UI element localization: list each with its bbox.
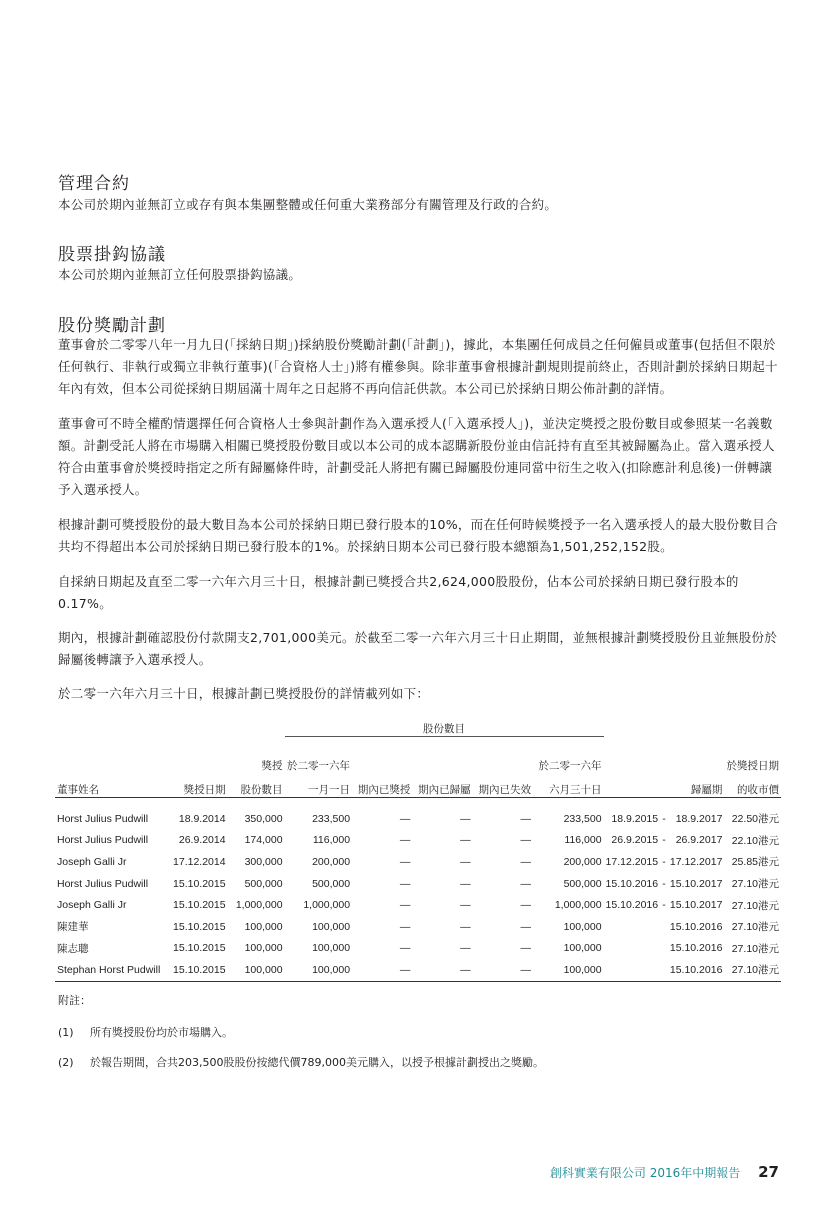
cell-closing-price: 27.10港元: [731, 942, 779, 955]
cell-closing-price: 27.10港元: [731, 921, 779, 934]
cell-closing-price: 27.10港元: [724, 959, 781, 981]
cell-jun: 100,000: [533, 959, 604, 981]
cell-granted: 500,000: [244, 877, 283, 890]
cell-granted-period: —: [399, 942, 411, 955]
cell-jan: 100,000: [312, 942, 351, 955]
paragraph-selected-grantees: 董事會可不時全權酌情選擇任何合資格人士參與計劃作為入選承授人(「入選承授人」)，並決定獎授之股份數目或參照某一名義數額。計劃受託人將在市場購入相關已獎授股份數目或以本公司的成本認購新股份並由信託持有直至其被歸屬為止。當入選承授人符合由董事會於獎授時指定之所有歸屬條件時，計劃受託人將把有關已歸屬股份連同當中衍生之收入(扣除應計利息後)一併轉讓予入選承授人。: [58, 416, 775, 497]
paragraph-table-intro: 於二零一六年六月三十日，根據計劃已獎授股份的詳情載列如下：: [58, 686, 430, 701]
table-row: [55, 873, 781, 895]
cell-vesting-to: 15.10.2016: [669, 942, 723, 955]
cell-granted: 300,000: [244, 855, 283, 868]
cell-grant-date: 26.9.2014: [178, 834, 226, 847]
cell-granted-period: —: [399, 834, 411, 847]
cell-lapsed-period: —: [520, 942, 531, 955]
cell-vesting-sep: -: [662, 855, 666, 868]
header-jan-line2: 一月一日: [285, 773, 353, 798]
footer-company: 創科實業有限公司: [549, 1166, 646, 1180]
cell-jan: 1,000,000: [303, 899, 351, 912]
cell-vesting-from: [604, 916, 661, 938]
table-group-header-row: [55, 718, 781, 737]
cell-vesting-to: 26.9.2017: [675, 834, 723, 847]
header-vested-period: 期內已歸屬: [412, 773, 472, 798]
cell-jun: 116,000: [564, 834, 602, 847]
cell-vesting-to: 15.10.2017: [669, 899, 723, 912]
cell-jan: 116,000: [312, 834, 351, 847]
cell-granted: 174,000: [244, 834, 283, 847]
cell-vested-period: —: [412, 959, 472, 981]
cell-granted-period: —: [399, 899, 411, 912]
page-footer: [550, 1163, 779, 1181]
cell-vesting-from: 18.9.2015: [611, 812, 659, 825]
section-title-equity-linked: 股票掛鈎協議: [58, 245, 166, 265]
section-title-share-award-scheme: 股份獎勵計劃: [58, 316, 166, 336]
cell-closing-price: 27.10港元: [731, 878, 779, 891]
cell-lapsed-period: —: [520, 855, 531, 868]
cell-jan: 200,000: [312, 855, 351, 868]
cell-vesting-sep: -: [662, 834, 666, 847]
header-vesting-period: 歸屬期: [604, 773, 725, 798]
header-jun-line1: 於二零一六年: [538, 760, 602, 772]
cell-lapsed-period: —: [520, 834, 531, 847]
page-number: 27: [758, 1163, 779, 1181]
paragraph-equity-linked: 本公司於期內並無訂立任何股票掛鈎協議。: [58, 267, 302, 282]
cell-vested-period: —: [460, 877, 471, 890]
table-row: [55, 959, 781, 981]
cell-jun: 233,500: [563, 812, 602, 825]
cell-vested-period: —: [460, 834, 471, 847]
cell-vesting-from: 26.9.2015: [611, 834, 659, 847]
header-grant-date: 獎授日期: [170, 773, 227, 798]
table-row: [55, 916, 781, 938]
cell-jan: 233,500: [312, 812, 351, 825]
cell-jun: 200,000: [563, 855, 602, 868]
cell-jan: 500,000: [312, 877, 351, 890]
cell-director: Horst Julius Pudwill: [57, 877, 149, 890]
cell-closing-price: 22.10港元: [731, 834, 779, 847]
cell-lapsed-period: —: [473, 959, 533, 981]
note-text: 所有獎授股份均於市場購入。: [90, 1026, 233, 1039]
cell-granted-period: —: [399, 855, 411, 868]
cell-lapsed-period: —: [520, 877, 531, 890]
table-row: [55, 894, 781, 916]
cell-jan: 100,000: [312, 920, 351, 933]
cell-director: Joseph Galli Jr: [57, 855, 127, 868]
cell-director: Horst Julius Pudwill: [57, 834, 149, 847]
header-granted-line1: 獎授: [261, 760, 283, 772]
cell-closing-price: 27.10港元: [731, 899, 779, 912]
cell-director: Horst Julius Pudwill: [57, 812, 149, 825]
note-text: 於報告期間，合共203,500股股份按總代價789,000美元購入，以授予根據計劃授出之獎勵。: [90, 1056, 544, 1069]
cell-director: 陳志聰: [57, 942, 89, 955]
cell-grant-date: 18.9.2014: [178, 812, 226, 825]
cell-vesting-from: [604, 938, 661, 960]
cell-vesting-sep: [660, 959, 668, 981]
header-granted-period: 期內已獎授: [352, 773, 412, 798]
cell-granted: 1,000,000: [235, 899, 283, 912]
header-jan-line1: 於二零一六年: [287, 760, 351, 772]
cell-vesting-sep: -: [662, 899, 666, 912]
cell-grant-date: 15.10.2015: [173, 877, 226, 890]
cell-granted: 350,000: [244, 812, 283, 825]
cell-grant-date: 15.10.2015: [170, 959, 227, 981]
cell-grant-date: 15.10.2015: [173, 899, 226, 912]
cell-vesting-sep: -: [662, 877, 666, 890]
header-close-line2: 的收市價: [724, 773, 781, 798]
cell-vesting-sep: [660, 916, 668, 938]
cell-grant-date: 15.10.2015: [173, 942, 226, 955]
cell-vested-period: —: [460, 942, 471, 955]
cell-vesting-from: 15.10.2016: [605, 899, 659, 912]
paragraph-management-contracts: 本公司於期內並無訂立或存有與本集團整體或任何重大業務部分有關管理及行政的合約。: [58, 197, 558, 212]
header-granted-line2: 股份數目: [228, 773, 285, 798]
number-of-shares-header: 股份數目: [285, 718, 604, 737]
cell-jun: 100,000: [563, 942, 602, 955]
cell-closing-price: 22.50港元: [731, 813, 779, 826]
cell-granted-period: —: [399, 812, 411, 825]
header-director: 董事姓名: [55, 773, 170, 798]
cell-granted: 100,000: [244, 920, 283, 933]
cell-vested-period: —: [460, 855, 471, 868]
cell-vesting-from: 15.10.2016: [605, 877, 659, 890]
cell-vesting-to: 18.9.2017: [675, 812, 723, 825]
cell-jun: 500,000: [563, 877, 602, 890]
cell-director: 陳建華: [57, 921, 89, 934]
cell-vested-period: —: [460, 812, 471, 825]
cell-lapsed-period: —: [520, 920, 531, 933]
notes-title: 附註：: [58, 994, 91, 1007]
table-row: [55, 808, 781, 830]
cell-vesting-to: 15.10.2017: [669, 877, 723, 890]
header-lapsed-period: 期內已失效: [473, 773, 533, 798]
cell-granted: 100,000: [228, 959, 285, 981]
cell-lapsed-period: —: [520, 899, 531, 912]
cell-vesting-to: 15.10.2016: [669, 920, 723, 933]
cell-director: Joseph Galli Jr: [57, 899, 127, 912]
header-jun-line2: 六月三十日: [533, 773, 604, 798]
cell-vesting-from: [604, 959, 661, 981]
cell-jun: 100,000: [563, 920, 602, 933]
cell-vesting-sep: [660, 938, 668, 960]
cell-closing-price: 25.85港元: [731, 856, 779, 869]
footer-report: 2016年中期報告: [649, 1166, 741, 1180]
cell-vested-period: —: [460, 899, 471, 912]
cell-jan: 100,000: [285, 959, 353, 981]
cell-granted: 100,000: [244, 942, 283, 955]
table-row: [55, 851, 781, 873]
paragraph-expense: 期內，根據計劃確認股份付款開支2,701,000美元。於截至二零一六年六月三十日止期間，並無根據計劃獎授股份且並無股份於歸屬後轉讓予入選承授人。: [58, 630, 778, 667]
paragraph-total-granted: 自採納日期起及直至二零一六年六月三十日，根據計劃已獎授合共2,624,000股股份，佔本公司於採納日期已發行股本的0.17%。: [58, 574, 739, 611]
cell-granted-period: —: [352, 959, 412, 981]
cell-director: Stephan Horst Pudwill: [55, 959, 170, 981]
section-title-management-contracts: 管理合約: [58, 174, 130, 194]
cell-granted-period: —: [399, 877, 411, 890]
note-item: [58, 1054, 544, 1070]
paragraph-scheme-intro: 董事會於二零零八年一月九日(「採納日期」)採納股份獎勵計劃(「計劃」)，據此，本集團任何成員之任何僱員或董事(包括但不限於任何執行、非執行或獨立非執行董事)(「合資格人士」)將有權參與。除非董事會根據計劃規則提前終止，否則計劃於採納日期起十年內有效，但本公司從採納日期屆滿十周年之日起將不再向信託供款。本公司已於採納日期公佈計劃的詳情。: [58, 337, 778, 396]
cell-jun: 1,000,000: [554, 899, 602, 912]
cell-vesting-to: 17.12.2017: [669, 855, 723, 868]
cell-vesting-to: 15.10.2016: [668, 959, 725, 981]
table-row: [55, 830, 781, 852]
cell-granted-period: —: [399, 920, 411, 933]
cell-grant-date: 17.12.2014: [173, 855, 226, 868]
cell-vesting-from: 17.12.2015: [605, 855, 659, 868]
cell-vesting-sep: -: [662, 812, 666, 825]
note-item: [58, 1024, 233, 1040]
share-award-table: [55, 718, 781, 982]
cell-vested-period: —: [460, 920, 471, 933]
note-number: (2): [58, 1056, 74, 1069]
cell-grant-date: 15.10.2015: [173, 920, 226, 933]
paragraph-max-shares: 根據計劃可獎授股份的最大數目為本公司於採納日期已發行股本的10%，而在任何時候獎授予一名入選承授人的最大股份數目合共均不得超出本公司於採納日期已發行股本的1%。於採納日期本公司已發行股本總額為1,501,252,152股。: [58, 517, 778, 554]
note-number: (1): [58, 1026, 74, 1039]
cell-lapsed-period: —: [520, 812, 531, 825]
header-close-line1: 於獎授日期: [726, 760, 779, 772]
table-header-row-1: [55, 737, 781, 774]
table-row: [55, 938, 781, 960]
table-header-row-2: [55, 773, 781, 798]
